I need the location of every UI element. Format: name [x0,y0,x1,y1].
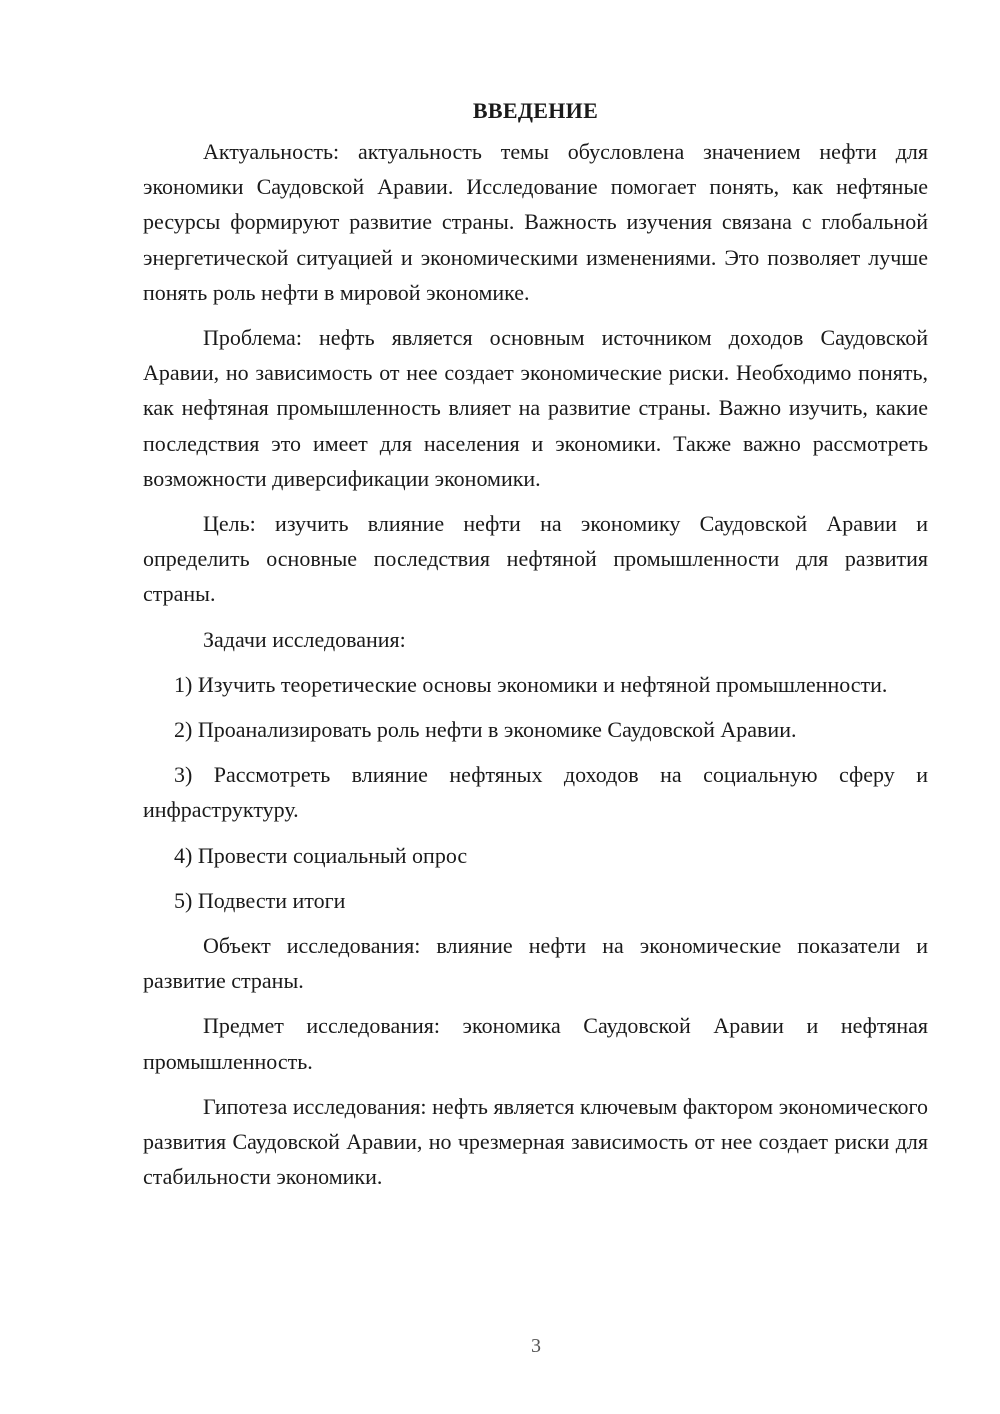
section-title: ВВЕДЕНИЕ [472,98,599,123]
task-item-4: 4) Провести социальный опрос [174,842,468,868]
page-content [143,96,928,1204]
goal-paragraph: Цель: изучить влияние нефти на экономику Саудовской Аравии и определить основные последствия нефтяной промышленности для развития страны. [143,511,928,607]
hypothesis-paragraph: Гипотеза исследования: нефть является ключевым фактором экономического развития Саудовской Аравии, но чрезмерная зависимость от нее создает риски для стабильности экономики. [143,1093,928,1190]
task-item-3: 3) Рассмотреть влияние нефтяных доходов на социальную сферу и инфраструктуру. [143,762,928,823]
relevance-paragraph: Актуальность: актуальность темы обусловлена значением нефти для экономики Саудовской Аравии. Исследование помогает понять, как нефтяные ресурсы формируют развитие страны. Важность изучения связана с глобальной энергетической ситуацией и экономическими изменениями. Это позволяет лучше понять роль нефти в мировой экономике. [143,139,928,305]
tasks-heading: Задачи исследования: [203,626,406,652]
problem-paragraph: Проблема: нефть является основным источником доходов Саудовской Аравии, но зависимость от нее создает экономические риски. Необходимо понять, как нефтяная промышленность влияет на развитие страны. Важно изучить, какие последствия это имеет для населения и экономики. Также важно рассмотреть возможности диверсификации экономики. [143,325,928,491]
tasks-list [143,667,928,918]
subject-paragraph: Предмет исследования: экономика Саудовской Аравии и нефтяная промышленность. [143,1013,928,1074]
page-number: 3 [531,1335,541,1357]
task-item-2: 2) Проанализировать роль нефти в экономике Саудовской Аравии. [174,717,797,743]
task-item-5: 5) Подвести итоги [174,887,346,913]
task-item-1: 1) Изучить теоретические основы экономики и нефтяной промышленности. [174,671,888,697]
object-paragraph: Объект исследования: влияние нефти на экономические показатели и развитие страны. [143,933,928,994]
